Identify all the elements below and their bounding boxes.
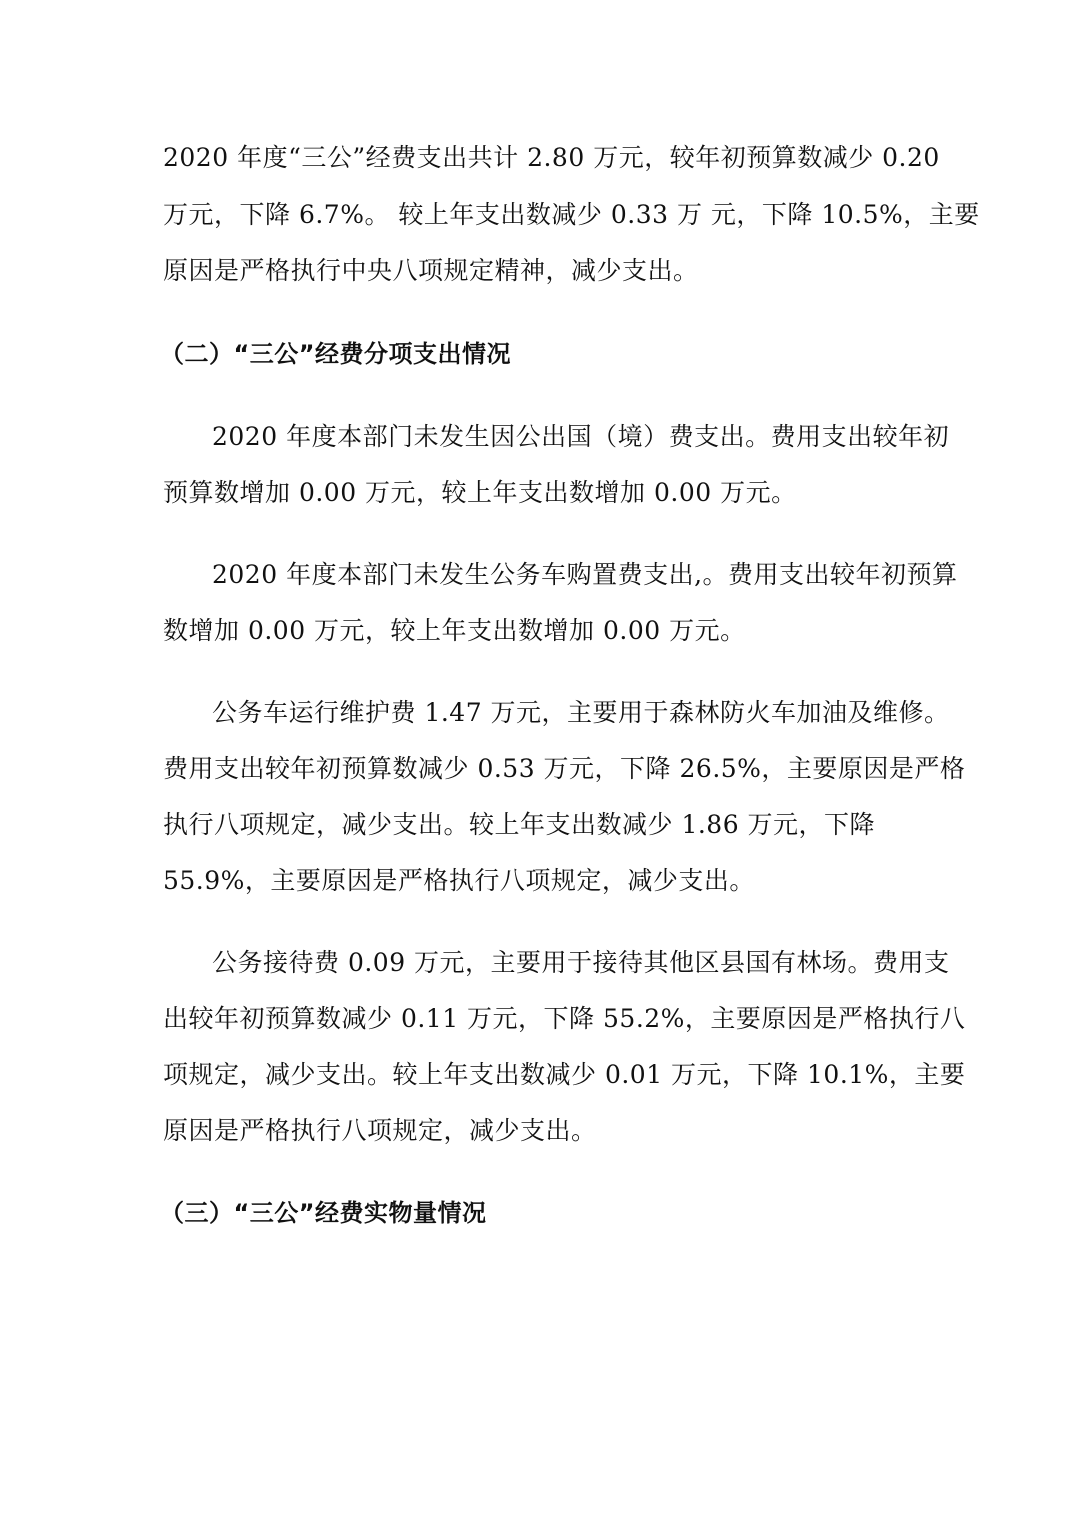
- paragraph-line: 2020 年度本部门未发生公务车购置费支出,。费用支出较年初预算: [212, 560, 958, 589]
- paragraph-line: 项规定，减少支出。较上年支出数减少 0.01 万元，下降 10.1%，主要: [163, 1060, 966, 1089]
- paragraph-line: 执行八项规定，减少支出。较上年支出数减少 1.86 万元，下降: [163, 810, 876, 839]
- paragraph-line: 公务车运行维护费 1.47 万元，主要用于森林防火车加油及维修。: [212, 698, 950, 727]
- section-heading: （二）“三公”经费分项支出情况: [160, 340, 512, 368]
- paragraph-line: 万元，下降 6.7%。 较上年支出数减少 0.33 万 元，下降 10.5%，主要: [163, 200, 980, 229]
- section-heading: （三）“三公”经费实物量情况: [160, 1199, 487, 1227]
- paragraph-line: 预算数增加 0.00 万元，较上年支出数增加 0.00 万元。: [163, 478, 797, 507]
- paragraph-line: 出较年初预算数减少 0.11 万元，下降 55.2%，主要原因是严格执行八: [163, 1004, 966, 1033]
- paragraph-line: 55.9%，主要原因是严格执行八项规定，减少支出。: [163, 866, 755, 895]
- paragraph-line: 原因是严格执行中央八项规定精神，减少支出。: [163, 256, 699, 285]
- paragraph-line: 数增加 0.00 万元，较上年支出数增加 0.00 万元。: [163, 616, 746, 645]
- paragraph-line: 2020 年度“三公”经费支出共计 2.80 万元，较年初预算数减少 0.20: [163, 143, 940, 172]
- paragraph-line: 公务接待费 0.09 万元，主要用于接待其他区县国有林场。费用支: [212, 948, 950, 977]
- paragraph-line: 费用支出较年初预算数减少 0.53 万元，下降 26.5%，主要原因是严格: [163, 754, 966, 783]
- paragraph-line: 原因是严格执行八项规定，减少支出。: [163, 1116, 597, 1145]
- paragraph-line: 2020 年度本部门未发生因公出国（境）费支出。费用支出较年初: [212, 422, 950, 451]
